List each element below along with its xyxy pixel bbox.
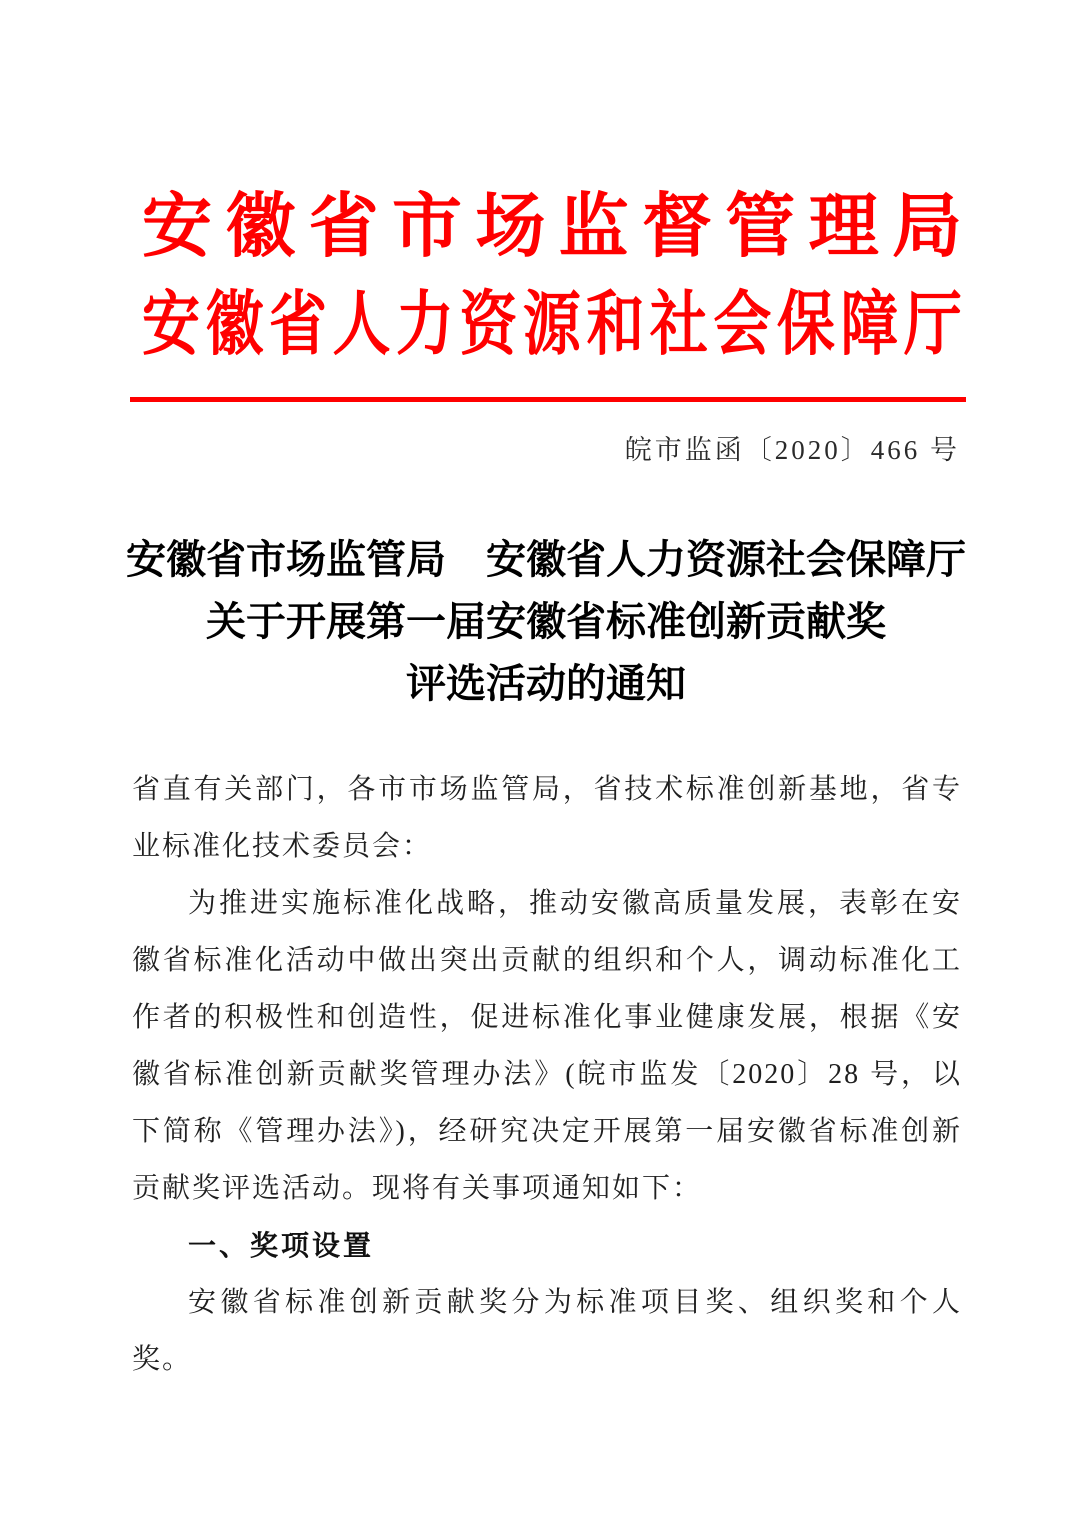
notice-title xyxy=(122,529,970,715)
letterhead xyxy=(142,0,962,402)
title-line-3: 评选活动的通知 xyxy=(406,661,686,706)
letterhead-org-line-1: 安 徽 省 市 场 监 督 管 理 局 xyxy=(142,189,962,266)
body-paragraph: 安徽省标准创新贡献奖分为标准项目奖、组织奖和个人奖。 xyxy=(132,1287,962,1375)
document-number: 皖市监函〔2020〕466 号 xyxy=(624,435,960,465)
red-divider-rule xyxy=(130,397,966,402)
section-heading: 一、奖项设置 xyxy=(188,1230,375,1261)
title-line-1: 安徽省市场监管局 安徽省人力资源社会保障厅 xyxy=(126,537,966,582)
salutation-line: 省直有关部门，各市市场监管局，省技术标准创新基地，省专业标准化技术委员会： xyxy=(132,774,962,862)
body-paragraph: 为推进实施标准化战略，推动安徽高质量发展，表彰在安徽省标准化活动中做出突出贡献的组织和个人，调动标准化工作者的积极性和创造性，促进标准化事业健康发展，根据《安徽省标准创新贡献奖管理办法》(皖市监发〔2020〕28 号，以下简称《管理办法》)，经研究决定开展第一届安徽省标准创新贡献奖评选活动。现将有关事项通知如下： xyxy=(132,888,962,1204)
document-body xyxy=(132,761,962,1388)
letterhead-org-line-2: 安 徽 省 人 力 资 源 和 社 会 保 障 厅 xyxy=(142,285,962,364)
title-line-2: 关于开展第一届安徽省标准创新贡献奖 xyxy=(206,599,886,644)
